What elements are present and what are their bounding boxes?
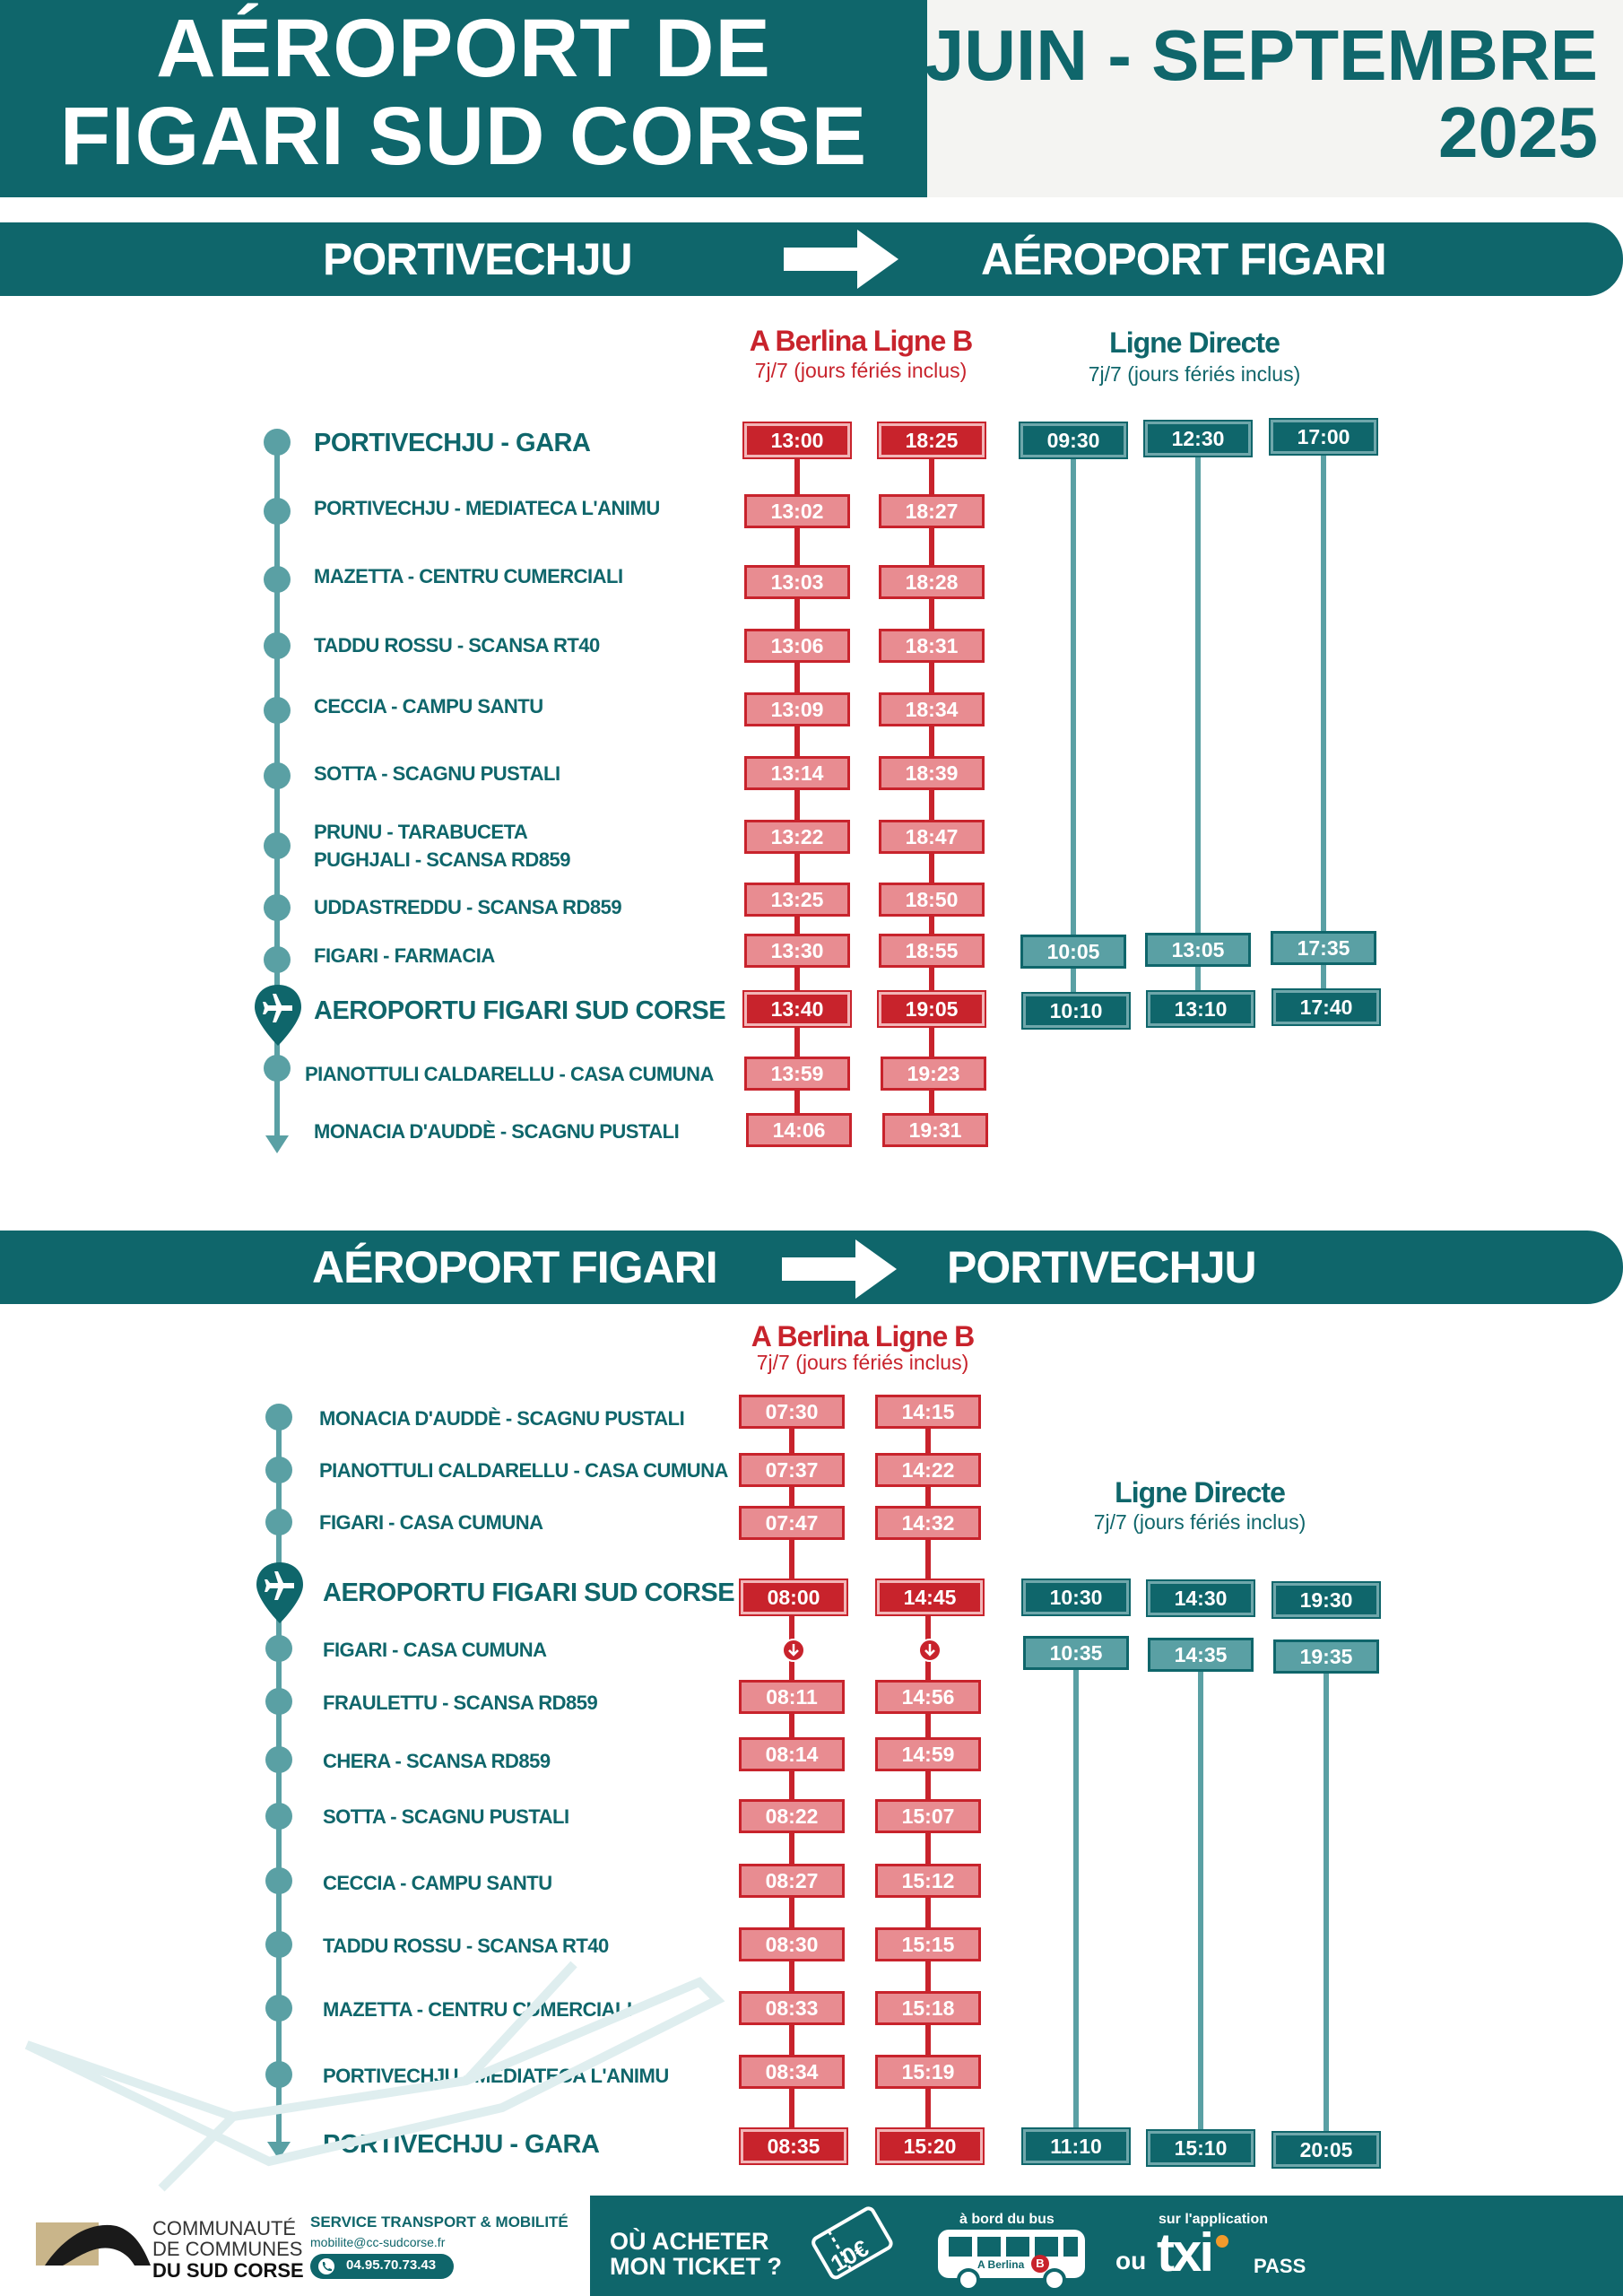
airplane-watermark-icon [0, 1928, 735, 2197]
s2-time-b1: 08:35 [741, 2129, 846, 2163]
stop-dot [265, 1803, 292, 1830]
s2-time-b1: 08:27 [739, 1864, 845, 1898]
s2-time-b1: 08:00 [741, 1580, 846, 1614]
app-label: sur l'application [1159, 2212, 1269, 2227]
s1-time-b2: 18:55 [879, 934, 985, 968]
s1-stop-name: CECCIA - CAMPU SANTU [314, 695, 543, 718]
s1-directe-start-3: 17:00 [1271, 420, 1376, 454]
s2-stop-name: TADDU ROSSU - SCANSA RT40 [323, 1935, 609, 1957]
s1-directe-farmacia-1: 10:05 [1020, 935, 1126, 969]
header-period-line1: JUIN - SEPTEMBRE [924, 15, 1598, 95]
s2-time-b2: 14:56 [875, 1680, 981, 1714]
s1-directe-airport-1: 10:10 [1023, 994, 1129, 1028]
s2-time-b1: 07:30 [739, 1395, 845, 1429]
s1-time-b1: 13:03 [744, 565, 850, 599]
s2-directe-airport-3: 19:30 [1273, 1583, 1379, 1617]
banner1-to: AÉROPORT FIGARI [981, 234, 1386, 284]
s2-time-b2: 14:32 [875, 1506, 981, 1540]
s1-stop-name: PORTIVECHJU - MEDIATECA L'ANIMU [314, 497, 660, 519]
app-pass: PASS [1254, 2255, 1306, 2277]
banner2-from: AÉROPORT FIGARI [312, 1242, 717, 1292]
s1-directe-airport-2: 13:10 [1148, 992, 1254, 1026]
s2-stop-name: FIGARI - CASA CUMUNA [319, 1511, 543, 1534]
s1-time-b2: 18:34 [879, 692, 985, 726]
bus-label: A Berlina [977, 2258, 1025, 2271]
phone-icon [317, 2257, 335, 2275]
arrow-right-icon [784, 228, 900, 291]
s2-time-b2: 14:59 [875, 1737, 981, 1771]
s1-time-b2: 18:25 [879, 423, 985, 457]
airport-pin-icon [255, 1561, 305, 1625]
arrow-right-icon [782, 1238, 898, 1300]
stop-dot [264, 762, 291, 789]
s2-directe1-line [1073, 1668, 1079, 2135]
s2-time-b1: 07:47 [739, 1506, 845, 1540]
s2-time-b1: 08:22 [739, 1799, 845, 1833]
s2-directe-casa-2: 14:35 [1148, 1638, 1254, 1672]
where-buy-line1: OÙ ACHETER [610, 2228, 769, 2255]
s2-stop-name: CHERA - SCANSA RD859 [323, 1750, 551, 1772]
s2-directe-gara-2: 15:10 [1148, 2131, 1254, 2165]
email-link[interactable]: mobilite@cc-sudcorse.fr [310, 2235, 446, 2249]
s1-time-b1: 13:02 [744, 494, 850, 528]
s2-directe-gara-1: 11:10 [1023, 2129, 1129, 2163]
s2-berlina-title: A Berlina Ligne B [751, 1320, 975, 1352]
s2-directe-airport-1: 10:30 [1023, 1580, 1129, 1614]
org-logo-icon [36, 2212, 152, 2280]
or-label: ou [1115, 2247, 1147, 2274]
stop-dot [265, 1867, 292, 1894]
s1-stop-name: SOTTA - SCAGNU PUSTALI [314, 762, 560, 785]
s1-time-b2: 18:27 [879, 494, 985, 528]
no-stop-arrow-icon [918, 1639, 942, 1662]
stop-dot [264, 832, 291, 859]
header-period-line2: 2025 [1438, 92, 1598, 172]
s1-stop-name: MAZETTA - CENTRU CUMERCIALI [314, 565, 623, 587]
s1-time-b1: 13:22 [744, 820, 850, 854]
s1-time-b2: 18:31 [879, 629, 985, 663]
s2-time-b1: 07:37 [739, 1453, 845, 1487]
app-logo-dot-icon [1216, 2235, 1228, 2248]
s1-time-b1: 13:06 [744, 629, 850, 663]
stop-dot [265, 1746, 292, 1773]
where-buy-line2: MON TICKET ? [610, 2253, 782, 2280]
stop-dot [264, 1055, 291, 1082]
s2-directe2-line [1198, 1668, 1203, 2135]
stop-dot [264, 498, 291, 525]
s1-time-b2: 19:23 [881, 1057, 986, 1091]
s1-time-b1: 13:09 [744, 692, 850, 726]
stop-dot [265, 1509, 292, 1535]
stop-dot [265, 1635, 292, 1662]
s2-time-b2: 15:19 [875, 2055, 981, 2089]
s1-time-b2: 18:50 [879, 883, 985, 917]
stop-dot [264, 697, 291, 724]
phone-number: 04.95.70.73.43 [346, 2257, 437, 2273]
s1-directe-title: Ligne Directe [1109, 326, 1280, 359]
s1-time-b2: 18:39 [879, 756, 985, 790]
s1-stop-name: FIGARI - FARMACIA [314, 944, 495, 967]
s2-time-b1: 08:34 [739, 2055, 845, 2089]
s1-time-b1: 13:14 [744, 756, 850, 790]
s1-directe-sub: 7j/7 (jours fériés inclus) [1088, 362, 1301, 386]
s1-directe-farmacia-2: 13:05 [1145, 933, 1251, 967]
s2-time-b2: 15:07 [875, 1799, 981, 1833]
s2-time-b2: 15:18 [875, 1991, 981, 2025]
banner1-from: PORTIVECHJU [323, 234, 632, 284]
s2-time-b2: 15:20 [877, 2129, 983, 2163]
phone-pill[interactable] [310, 2254, 454, 2279]
s2-stop-name: PORTIVECHJU - GARA [323, 2130, 600, 2159]
stop-dot [265, 1404, 292, 1431]
s2-time-b2: 14:15 [875, 1395, 981, 1429]
service-label: SERVICE TRANSPORT & MOBILITÉ [310, 2213, 568, 2231]
s2-stop-name: FIGARI - CASA CUMUNA [323, 1639, 547, 1661]
s1-time-b2: 19:05 [879, 992, 985, 1026]
s2-stop-name: FRAULETTU - SCANSA RD859 [323, 1692, 598, 1714]
org-name-line3: DU SUD CORSE [152, 2259, 304, 2282]
stop-dot [264, 894, 291, 921]
org-name-line1: COMMUNAUTÉ [152, 2217, 297, 2239]
stop-dot [265, 1688, 292, 1715]
s1-time-b1: 14:06 [746, 1113, 852, 1147]
s2-time-b2: 15:12 [875, 1864, 981, 1898]
s1-directe3-line [1321, 448, 1326, 1004]
s2-directe-sub: 7j/7 (jours fériés inclus) [1093, 1510, 1306, 1534]
s1-directe-airport-3: 17:40 [1273, 990, 1379, 1024]
s1-stop-name: MONACIA D'AUDDÈ - SCAGNU PUSTALI [314, 1120, 680, 1143]
stop-dot [264, 429, 291, 456]
s2-time-b1: 08:14 [739, 1737, 845, 1771]
stop-dot [264, 632, 291, 659]
s1-time-b2: 18:28 [879, 565, 985, 599]
s2-directe-casa-1: 10:35 [1023, 1636, 1129, 1670]
org-name-line2: DE COMMUNES [152, 2238, 303, 2260]
s2-stop-name: PIANOTTULI CALDARELLU - CASA CUMUNA [319, 1459, 728, 1482]
s2-time-b1: 08:33 [739, 1991, 845, 2025]
s2-time-b1: 08:30 [739, 1927, 845, 1961]
s1-stop-name: PORTIVECHJU - GARA [314, 429, 591, 457]
no-stop-arrow-icon [782, 1639, 805, 1662]
s2-stop-name: MONACIA D'AUDDÈ - SCAGNU PUSTALI [319, 1407, 685, 1430]
stop-dot [264, 566, 291, 593]
s2-directe3-line [1324, 1668, 1329, 2135]
stop-dot [265, 1457, 292, 1483]
s2-stop-name: SOTTA - SCAGNU PUSTALI [323, 1805, 569, 1828]
s1-time-b1: 13:25 [744, 883, 850, 917]
app-logo: txi [1157, 2222, 1212, 2283]
ticket-price: 10€ [826, 2234, 873, 2277]
s1-directe-start-2: 12:30 [1145, 422, 1251, 456]
s1-time-b1: 13:59 [744, 1057, 850, 1091]
s2-berlina-sub: 7j/7 (jours fériés inclus) [756, 1351, 969, 1374]
s1-stop-name: PRUNU - TARABUCETA [314, 821, 528, 843]
s2-stop-name: CECCIA - CAMPU SANTU [323, 1872, 552, 1894]
s2-time-b2: 14:22 [875, 1453, 981, 1487]
s1-berlina-title: A Berlina Ligne B [749, 325, 973, 357]
s1-stop-name: TADDU ROSSU - SCANSA RT40 [314, 634, 600, 657]
s2-directe-casa-3: 19:35 [1273, 1639, 1379, 1674]
bus-badge: B [1031, 2255, 1049, 2273]
s2-time-b1: 08:11 [739, 1680, 845, 1714]
s1-time-b1: 13:30 [744, 934, 850, 968]
s2-time-b2: 15:15 [875, 1927, 981, 1961]
s1-time-b1: 13:40 [744, 992, 850, 1026]
s1-berlina-sub: 7j/7 (jours fériés inclus) [754, 359, 968, 382]
s2-directe-gara-3: 20:05 [1273, 2133, 1379, 2167]
airport-pin-icon [253, 983, 303, 1048]
s1-directe-farmacia-3: 17:35 [1271, 931, 1376, 965]
s2-directe-title: Ligne Directe [1115, 1476, 1285, 1509]
s1-time-b2: 19:31 [882, 1113, 988, 1147]
s2-stop-name: PORTIVECHJU - MEDIATECA L'ANIMU [323, 2065, 669, 2087]
onboard-label: à bord du bus [959, 2212, 1055, 2227]
header-title-line1: AÉROPORT DE [156, 3, 771, 94]
s1-stop-name: UDDASTREDDU - SCANSA RD859 [314, 896, 622, 918]
s2-stop-name: MAZETTA - CENTRU CUMERCIALI [323, 1998, 632, 2021]
s1-directe2-line [1195, 448, 1201, 1004]
s1-directe-start-1: 09:30 [1020, 423, 1126, 457]
stop-dot [264, 946, 291, 973]
s1-directe1-line [1071, 448, 1076, 1004]
s2-directe-airport-2: 14:30 [1148, 1581, 1254, 1615]
header-title-line2: FIGARI SUD CORSE [59, 91, 868, 182]
s2-time-b2: 14:45 [877, 1580, 983, 1614]
s1-route-arrow-icon [265, 1135, 289, 1155]
s1-stop-name: AEROPORTU FIGARI SUD CORSE [314, 996, 726, 1025]
s1-stop-name: PIANOTTULI CALDARELLU - CASA CUMUNA [305, 1063, 714, 1085]
s1-time-b1: 13:00 [744, 423, 850, 457]
s1-stop-name-2: PUGHJALI - SCANSA RD859 [314, 848, 570, 871]
s1-time-b2: 18:47 [879, 820, 985, 854]
s2-stop-name: AEROPORTU FIGARI SUD CORSE [323, 1578, 735, 1607]
banner2-to: PORTIVECHJU [947, 1242, 1256, 1292]
